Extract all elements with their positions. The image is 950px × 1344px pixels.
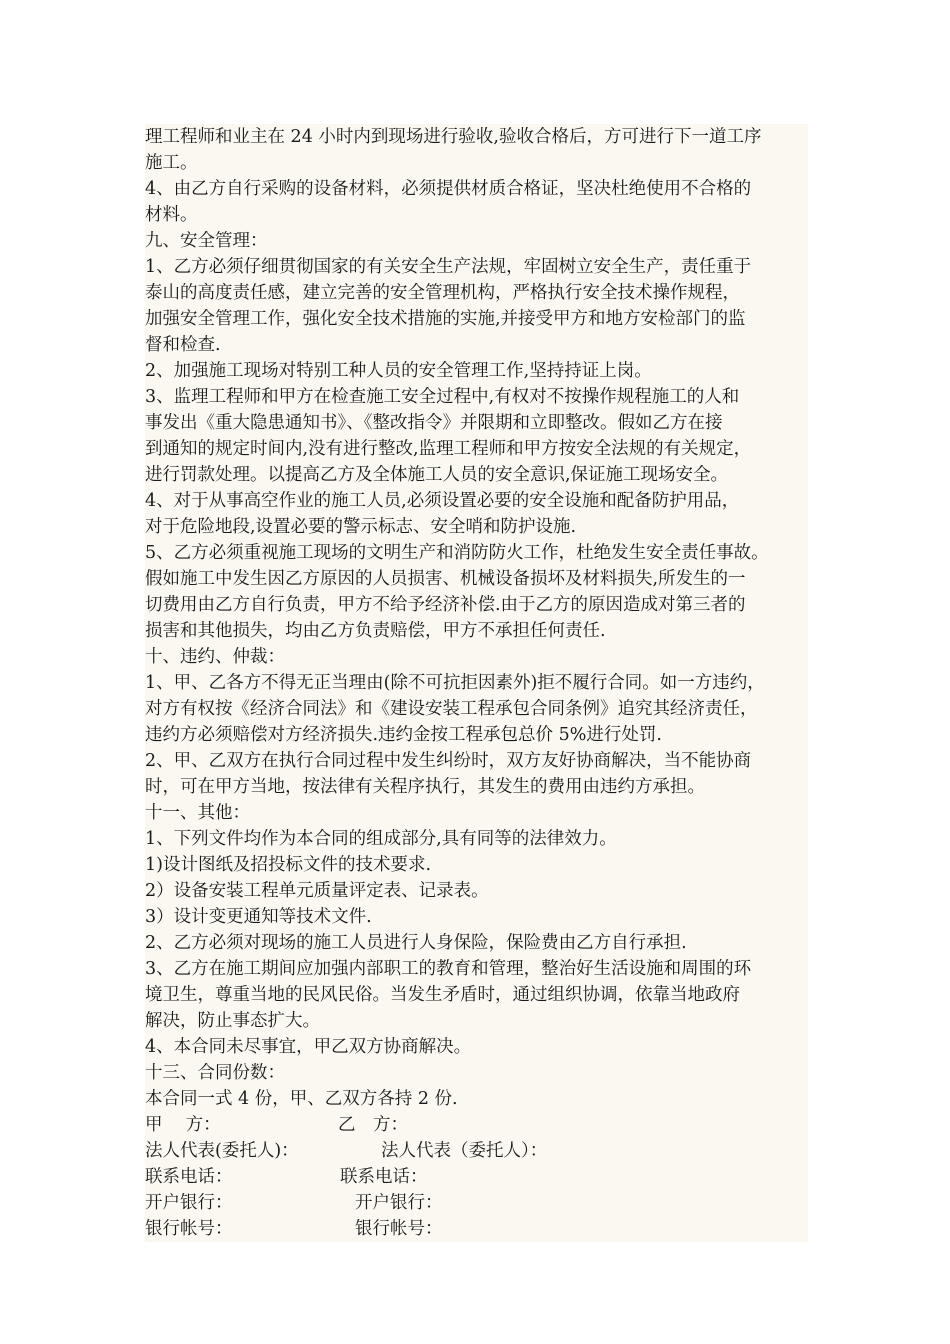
- text-line: 违约方必须赔偿对方经济损失.违约金按工程承包总价 5%进行处罚.: [145, 725, 662, 745]
- text-line: 进行罚款处理。以提高乙方及全体施工人员的安全意识,保证施工现场安全。: [145, 465, 729, 485]
- text-line: 3）设计变更通知等技术文件.: [145, 907, 372, 927]
- text-line: 损害和其他损失，均由乙方负责赔偿，甲方不承担任何责任.: [145, 621, 606, 641]
- party-a-label: 甲 方：: [145, 1115, 221, 1135]
- party-a-bank-label: 开户银行：: [145, 1193, 233, 1213]
- text-line: 解决，防止事态扩大。: [145, 1011, 320, 1031]
- text-line: 督和检查.: [145, 335, 221, 355]
- text-line: 1、下列文件均作为本合同的组成部分,具有同等的法律效力。: [145, 829, 617, 849]
- text-line: 2、乙方必须对现场的施工人员进行人身保险，保险费由乙方自行承担.: [145, 933, 687, 953]
- text-line: 1、甲、乙各方不得无正当理由(除不可抗拒因素外)拒不履行合同。如一方违约，: [145, 673, 765, 693]
- party-a-phone-label: 联系电话：: [145, 1167, 233, 1187]
- text-line: 泰山的高度责任感，建立完善的安全管理机构，严格执行安全技术操作规程，: [145, 283, 740, 303]
- text-line: 4、由乙方自行采购的设备材料，必须提供材质合格证，坚决杜绝使用不合格的: [145, 179, 752, 199]
- section-heading: 十三、合同份数：: [145, 1063, 285, 1083]
- section-heading: 十、违约、仲裁：: [145, 647, 285, 667]
- contract-text-block: [145, 124, 808, 1242]
- party-b-bank-label: 开户银行：: [355, 1193, 443, 1213]
- text-line: 到通知的规定时间内,没有进行整改,监理工程师和甲方按安全法规的有关规定，: [145, 439, 752, 459]
- signature-row-party: [145, 1112, 808, 1138]
- text-line: 材料。: [145, 205, 198, 225]
- text-line: 1)设计图纸及招投标文件的技术要求.: [145, 855, 432, 875]
- section-heading: 十一、其他：: [145, 803, 250, 823]
- party-a-account-label: 银行帐号：: [145, 1219, 233, 1239]
- text-line: 2、甲、乙双方在执行合同过程中发生纠纷时，双方友好协商解决，当不能协商: [145, 751, 752, 771]
- signature-row-account: [145, 1216, 808, 1242]
- party-a-legal-rep-label: 法人代表(委托人)：: [145, 1141, 299, 1161]
- text-line: 3、监理工程师和甲方在检查施工安全过程中,有权对不按操作规程施工的人和: [145, 387, 740, 407]
- text-line: 事发出《重大隐患通知书》、《整改指令》并限期和立即整改。假如乙方在接: [145, 413, 723, 433]
- text-line: 4、对于从事高空作业的施工人员,必须设置必要的安全设施和配备防护用品，: [145, 491, 740, 511]
- party-b-phone-label: 联系电话：: [340, 1167, 428, 1187]
- text-line: 对于危险地段,设置必要的警示标志、安全哨和防护设施.: [145, 517, 577, 537]
- signature-row-legal-rep: [145, 1138, 808, 1164]
- text-line: 3、乙方在施工期间应加强内部职工的教育和管理，整治好生活设施和周围的环: [145, 959, 752, 979]
- text-line: 施工。: [145, 153, 198, 173]
- text-line: 对方有权按《经济合同法》和《建设安装工程承包合同条例》追究其经济责任，: [145, 699, 758, 719]
- party-b-legal-rep-label: 法人代表（委托人）：: [381, 1141, 548, 1161]
- text-line: 2、加强施工现场对特别工种人员的安全管理工作,坚持持证上岗。: [145, 361, 652, 381]
- text-line: 2）设备安装工程单元质量评定表、记录表。: [145, 881, 489, 901]
- text-line: 5、乙方必须重视施工现场的文明生产和消防防火工作，杜绝发生安全责任事故。: [145, 543, 769, 563]
- text-line: 4、本合同未尽事宜，甲乙双方协商解决。: [145, 1037, 472, 1057]
- signature-row-bank: [145, 1190, 808, 1216]
- text-line: 加强安全管理工作，强化安全技术措施的实施,并接受甲方和地方安检部门的监: [145, 309, 746, 329]
- text-line: 1、乙方必须仔细贯彻国家的有关安全生产法规，牢固树立安全生产，责任重于: [145, 257, 752, 277]
- party-b-account-label: 银行帐号：: [355, 1219, 443, 1239]
- text-line: 时，可在甲方当地，按法律有关程序执行，其发生的费用由违约方承担。: [145, 777, 705, 797]
- text-line: 境卫生，尊重当地的民风民俗。当发生矛盾时，通过组织协调，依靠当地政府: [145, 985, 740, 1005]
- signature-row-phone: [145, 1164, 808, 1190]
- section-heading: 九、安全管理：: [145, 231, 268, 251]
- text-line: 理工程师和业主在 24 小时内到现场进行验收,验收合格后，方可进行下一道工序: [145, 127, 762, 147]
- party-b-label: 乙 方：: [338, 1115, 408, 1135]
- text-line: 本合同一式 4 份，甲、乙双方各持 2 份.: [145, 1089, 458, 1109]
- text-line: 切费用由乙方自行负责，甲方不给予经济补偿.由于乙方的原因造成对第三者的: [145, 595, 746, 615]
- text-line: 假如施工中发生因乙方原因的人员损害、机械设备损坏及材料损失,所发生的一: [145, 569, 746, 589]
